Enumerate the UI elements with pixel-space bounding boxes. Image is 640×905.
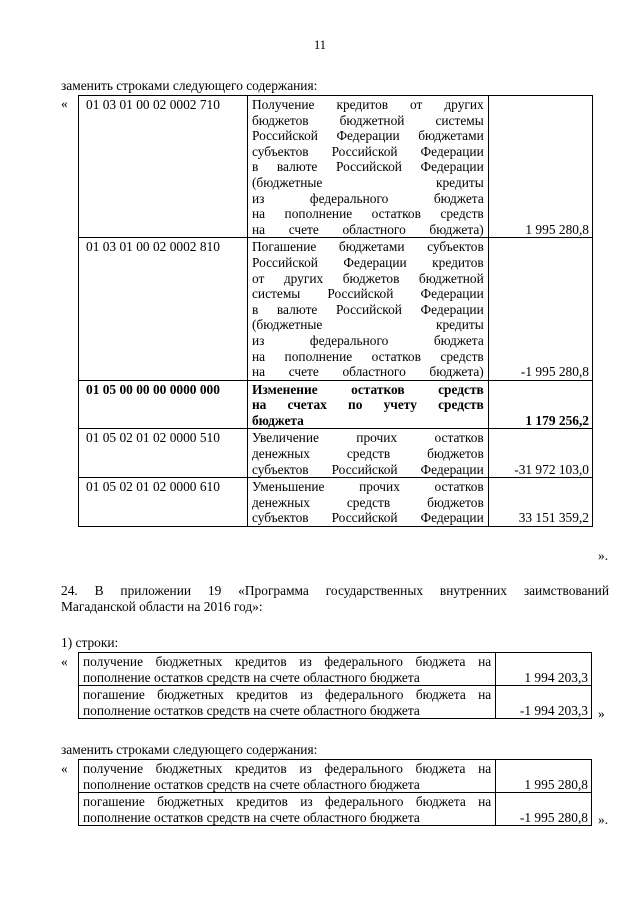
description-line: погашение бюджетных кредитов из федерального бюджета на [83, 794, 492, 810]
amount: -1 994 203,3 [496, 686, 592, 719]
description-line: на пополнение остатков средств [251, 348, 484, 364]
budget-code: 01 05 00 00 00 0000 000 [79, 380, 248, 429]
description-line: из федерального бюджета [251, 190, 484, 206]
budget-code: 01 05 02 01 02 0000 610 [79, 478, 248, 527]
description-line: субъектов Российской Федерации [251, 461, 484, 477]
item-24-line-2: Магаданской области на 2016 год»: [61, 599, 263, 614]
description-line: Получение кредитов от других [251, 97, 484, 112]
budget-code: 01 03 01 00 02 0002 710 [79, 96, 248, 238]
table-row [79, 238, 593, 380]
borrowing-description [79, 760, 496, 793]
description-line: субъектов Российской Федерации [251, 510, 484, 526]
amount: -1 995 280,8 [496, 793, 592, 826]
description-line: пополнение остатков средств на счете областного бюджета [83, 669, 420, 685]
description-line: Погашение бюджетами субъектов [251, 239, 484, 255]
replace-intro-1: заменить строками следующего содержания: [61, 78, 318, 93]
description-line: Российской Федерации кредитов [251, 254, 484, 270]
amount: 33 151 359,2 [488, 478, 592, 527]
description-line: денежных средств бюджетов [251, 494, 484, 510]
borrowing-description [79, 686, 496, 719]
budget-description [247, 238, 488, 380]
description-line: получение бюджетных кредитов из федерального бюджета на [83, 654, 492, 669]
table-borrowings-old [78, 652, 592, 719]
description-line: бюджетов бюджетной системы [251, 112, 484, 128]
budget-description [247, 96, 488, 238]
budget-description [247, 429, 488, 478]
table-row [79, 478, 593, 527]
replace-intro-2: заменить строками следующего содержания: [61, 742, 318, 757]
description-line: из федерального бюджета [251, 332, 484, 348]
budget-description [247, 478, 488, 527]
table-budget-sources [78, 95, 593, 527]
description-line: на пополнение остатков средств [251, 206, 484, 222]
description-line: пополнение остатков средств на счете областного бюджета [83, 702, 420, 718]
description-line: Российской Федерации бюджетами [251, 128, 484, 144]
amount: 1 995 280,8 [496, 760, 592, 793]
description-line: (бюджетные кредиты [251, 174, 484, 190]
borrowing-description [79, 793, 496, 826]
description-line: пополнение остатков средств на счете областного бюджета [83, 809, 420, 825]
description-line: погашение бюджетных кредитов из федерального бюджета на [83, 687, 492, 703]
item-24-line-1: 24. В приложении 19 «Программа государственных внутренних заимствований [61, 583, 609, 598]
item-1-label: 1) строки: [61, 635, 119, 650]
table-row [79, 793, 592, 826]
amount: -31 972 103,0 [488, 429, 592, 478]
table-row [79, 760, 592, 793]
open-quote-2: « [61, 654, 68, 669]
amount: 1 995 280,8 [488, 96, 592, 238]
description-line: на счетах по учету средств [251, 397, 484, 413]
budget-description [247, 380, 488, 429]
table-row [79, 96, 593, 238]
close-quote-1: ». [598, 548, 609, 563]
amount: 1 994 203,3 [496, 653, 592, 686]
description-line: бюджета [251, 412, 304, 428]
table-row [79, 686, 592, 719]
description-line: Увеличение прочих остатков [251, 430, 484, 446]
table-row [79, 653, 592, 686]
budget-code: 01 05 02 01 02 0000 510 [79, 429, 248, 478]
description-line: системы Российской Федерации [251, 286, 484, 302]
description-line: Уменьшение прочих остатков [251, 479, 484, 495]
open-quote-1: « [61, 96, 68, 111]
borrowing-description [79, 653, 496, 686]
description-line: Изменение остатков средств [251, 381, 484, 397]
description-line: в валюте Российской Федерации [251, 159, 484, 175]
description-line: на счете областного бюджета) [251, 221, 484, 237]
budget-code: 01 03 01 00 02 0002 810 [79, 238, 248, 380]
description-line: получение бюджетных кредитов из федерального бюджета на [83, 761, 492, 776]
description-line: субъектов Российской Федерации [251, 143, 484, 159]
description-line: от других бюджетов бюджетной [251, 270, 484, 286]
description-line: денежных средств бюджетов [251, 446, 484, 462]
table-borrowings-new [78, 759, 592, 826]
open-quote-3: « [61, 761, 68, 776]
description-line: пополнение остатков средств на счете областного бюджета [83, 776, 420, 792]
description-line: (бюджетные кредиты [251, 317, 484, 333]
description-line: на счете областного бюджета) [251, 364, 484, 380]
page-number: 11 [313, 38, 327, 52]
amount: -1 995 280,8 [488, 238, 592, 380]
description-line: в валюте Российской Федерации [251, 301, 484, 317]
close-quote-2: » [598, 706, 605, 721]
amount: 1 179 256,2 [488, 380, 592, 429]
table-row [79, 429, 593, 478]
table-row [79, 380, 593, 429]
close-quote-3: ». [598, 812, 609, 827]
